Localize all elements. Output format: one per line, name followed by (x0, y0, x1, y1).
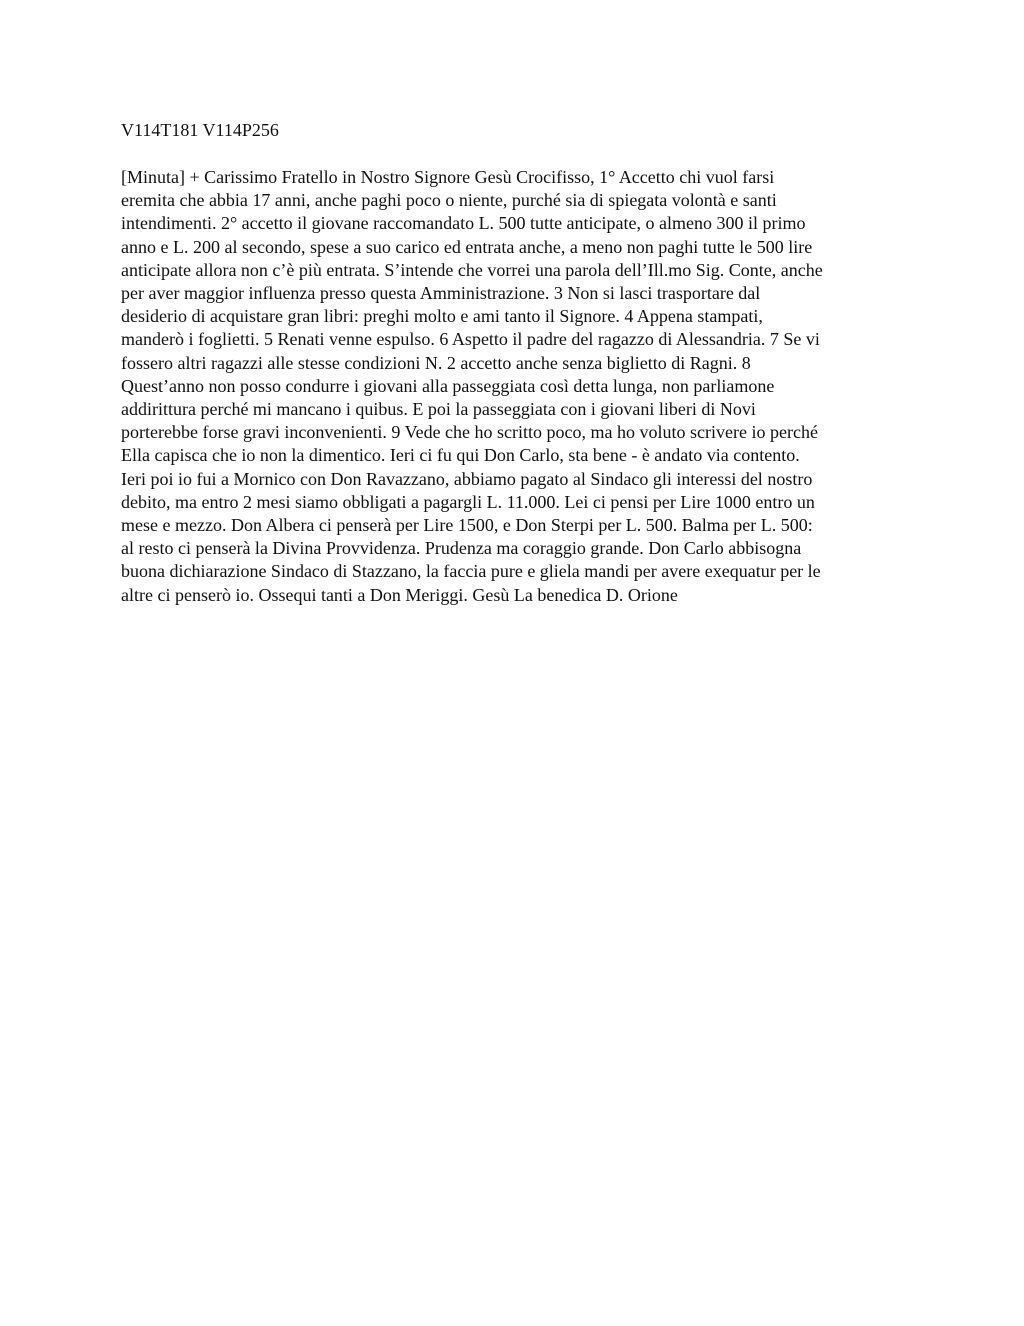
letter-line: mese e mezzo. Don Albera ci penserà per Lire 1500, e Don Sterpi per L. 500. Balma per L. 500: (121, 515, 813, 536)
letter-line: Quest’anno non posso condurre i giovani alla passeggiata così detta lunga, non parliamone (121, 375, 775, 396)
letter-line: per aver maggior influenza presso questa Amministrazione. 3 Non si lasci trasportare dal (121, 283, 761, 304)
letter-line: porterebbe forse gravi inconvenienti. 9 Vede che ho scritto poco, ma ho voluto scrivere io perché (121, 422, 818, 443)
letter-line: Ieri poi io fui a Mornico con Don Ravazzano, abbiamo pagato al Sindaco gli interessi del nostro (121, 468, 813, 489)
letter-line: desiderio di acquistare gran libri: preghi molto e ami tanto il Signore. 4 Appena stampati, (121, 306, 763, 327)
letter-line: eremita che abbia 17 anni, anche paghi poco o niente, purché sia di spiegata volontà e santi (121, 190, 777, 211)
letter-line: altre ci penserò io. Ossequi tanti a Don Meriggi. Gesù La benedica D. Orione (121, 584, 678, 605)
letter-body (121, 166, 921, 607)
letter-line: [Minuta] + Carissimo Fratello in Nostro Signore Gesù Crocifisso, 1° Accetto chi vuol farsi (121, 167, 775, 187)
document-identifier: V114T181 V114P256 (121, 120, 279, 140)
letter-line: fossero altri ragazzi alle stesse condizioni N. 2 accetto anche senza biglietto di Ragni. 8 (121, 352, 751, 373)
letter-line: intendimenti. 2° accetto il giovane raccomandato L. 500 tutte anticipate, o almeno 300 il primo (121, 213, 806, 234)
letter-line: addirittura perché mi mancano i quibus. E poi la passeggiata con i giovani liberi di Novi (121, 399, 756, 420)
letter-line: Ella capisca che io non la dimentico. Ieri ci fu qui Don Carlo, sta bene - è andato via contento. (121, 445, 800, 466)
letter-line: anticipate allora non c’è più entrata. S’intende che vorrei una parola dell’Ill.mo Sig. Conte, anche (121, 259, 823, 280)
letter-line: debito, ma entro 2 mesi siamo obbligati a pagargli L. 11.000. Lei ci pensi per Lire 1000 entro un (121, 491, 815, 512)
letter-line: al resto ci penserà la Divina Provvidenza. Prudenza ma coraggio grande. Don Carlo abbisogna (121, 538, 802, 559)
letter-line: anno e L. 200 al secondo, spese a suo carico ed entrata anche, a meno non paghi tutte le 500 lire (121, 236, 813, 257)
letter-line: manderò i foglietti. 5 Renati venne espulso. 6 Aspetto il padre del ragazzo di Alessandria. 7 Se vi (121, 329, 820, 350)
letter-line: buona dichiarazione Sindaco di Stazzano, la faccia pure e gliela mandi per avere exequatur per le (121, 561, 821, 582)
